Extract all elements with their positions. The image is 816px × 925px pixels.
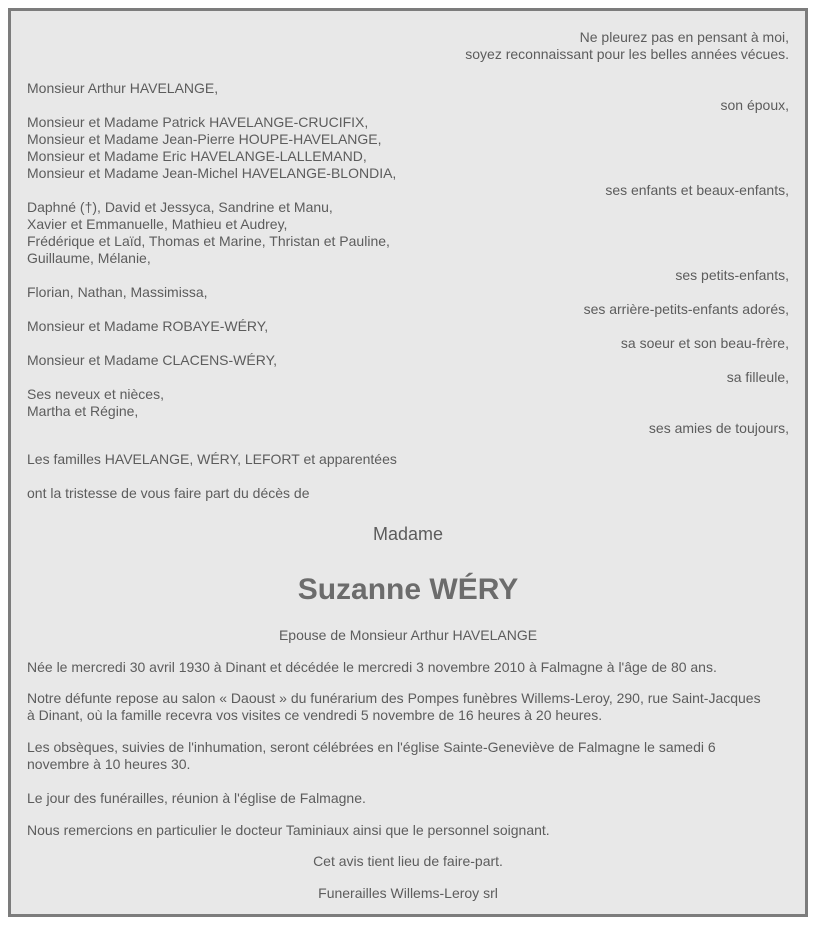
name-line: Xavier et Emmanuelle, Mathieu et Audrey, bbox=[27, 216, 288, 232]
relation-line: sa filleule, bbox=[726, 369, 789, 385]
reunion-paragraph: Le jour des funérailles, réunion à l'église de Falmagne. bbox=[27, 790, 366, 806]
obituary-card bbox=[8, 8, 808, 917]
name-line: Monsieur et Madame Patrick HAVELANGE-CRUCIFIX, bbox=[27, 114, 369, 130]
name-line: Monsieur et Madame Jean-Pierre HOUPE-HAVELANGE, bbox=[27, 131, 382, 147]
relation-line: son époux, bbox=[720, 97, 789, 113]
relation-line: ses petits-enfants, bbox=[675, 267, 789, 283]
name-line: Martha et Régine, bbox=[27, 403, 139, 419]
name-line: Guillaume, Mélanie, bbox=[27, 250, 151, 266]
announcement-line: ont la tristesse de vous faire part du décès de bbox=[27, 485, 310, 501]
funeral-paragraph: Les obsèques, suivies de l'inhumation, seront célébrées en l'église Sainte-Geneviève de Falmagne le samedi 6 novembre à 10 heures 30. bbox=[27, 739, 716, 772]
name-line: Daphné (†), David et Jessyca, Sandrine et Manu, bbox=[27, 199, 333, 215]
quote-line-2: soyez reconnaissant pour les belles années vécues. bbox=[465, 46, 789, 62]
relation-line: ses amies de toujours, bbox=[648, 420, 789, 436]
relation-line: ses enfants et beaux-enfants, bbox=[605, 182, 789, 198]
deceased-title: Madame bbox=[372, 524, 444, 544]
name-line: Monsieur et Madame Jean-Michel HAVELANGE-BLONDIA, bbox=[27, 165, 397, 181]
undertaker-line: Funerailles Willems-Leroy srl bbox=[318, 885, 498, 901]
relation-line: sa soeur et son beau-frère, bbox=[620, 335, 789, 351]
families-line: Les familles HAVELANGE, WÉRY, LEFORT et apparentées bbox=[27, 451, 397, 467]
name-line: Monsieur et Madame ROBAYE-WÉRY, bbox=[27, 318, 269, 334]
deceased-name: Suzanne WÉRY bbox=[297, 573, 519, 606]
thanks-paragraph: Nous remercions en particulier le docteur Taminiaux ainsi que le personnel soignant. bbox=[27, 822, 550, 838]
visitation-paragraph: Notre défunte repose au salon « Daoust » du funérarium des Pompes funèbres Willems-Leroy, 290, rue Saint-Jacques à Dinant, où la famille recevra vos visites ce vendredi 5 novembre de 16 heures à 20 heures. bbox=[27, 690, 761, 723]
birth-death-paragraph: Née le mercredi 30 avril 1930 à Dinant et décédée le mercredi 3 novembre 2010 à Falmagne à l'âge de 80 ans. bbox=[27, 659, 717, 675]
name-line: Monsieur et Madame CLACENS-WÉRY, bbox=[27, 352, 278, 368]
name-line: Monsieur Arthur HAVELANGE, bbox=[27, 80, 219, 96]
name-line: Florian, Nathan, Massimissa, bbox=[27, 284, 208, 300]
quote-line-1: Ne pleurez pas en pensant à moi, bbox=[579, 29, 789, 45]
name-line: Ses neveux et nièces, bbox=[27, 386, 164, 402]
notice-line: Cet avis tient lieu de faire-part. bbox=[313, 853, 503, 869]
relation-line: ses arrière-petits-enfants adorés, bbox=[583, 301, 789, 317]
spouse-line: Epouse de Monsieur Arthur HAVELANGE bbox=[278, 627, 538, 643]
name-line: Frédérique et Laïd, Thomas et Marine, Thristan et Pauline, bbox=[27, 233, 390, 249]
name-line: Monsieur et Madame Eric HAVELANGE-LALLEMAND, bbox=[27, 148, 367, 164]
